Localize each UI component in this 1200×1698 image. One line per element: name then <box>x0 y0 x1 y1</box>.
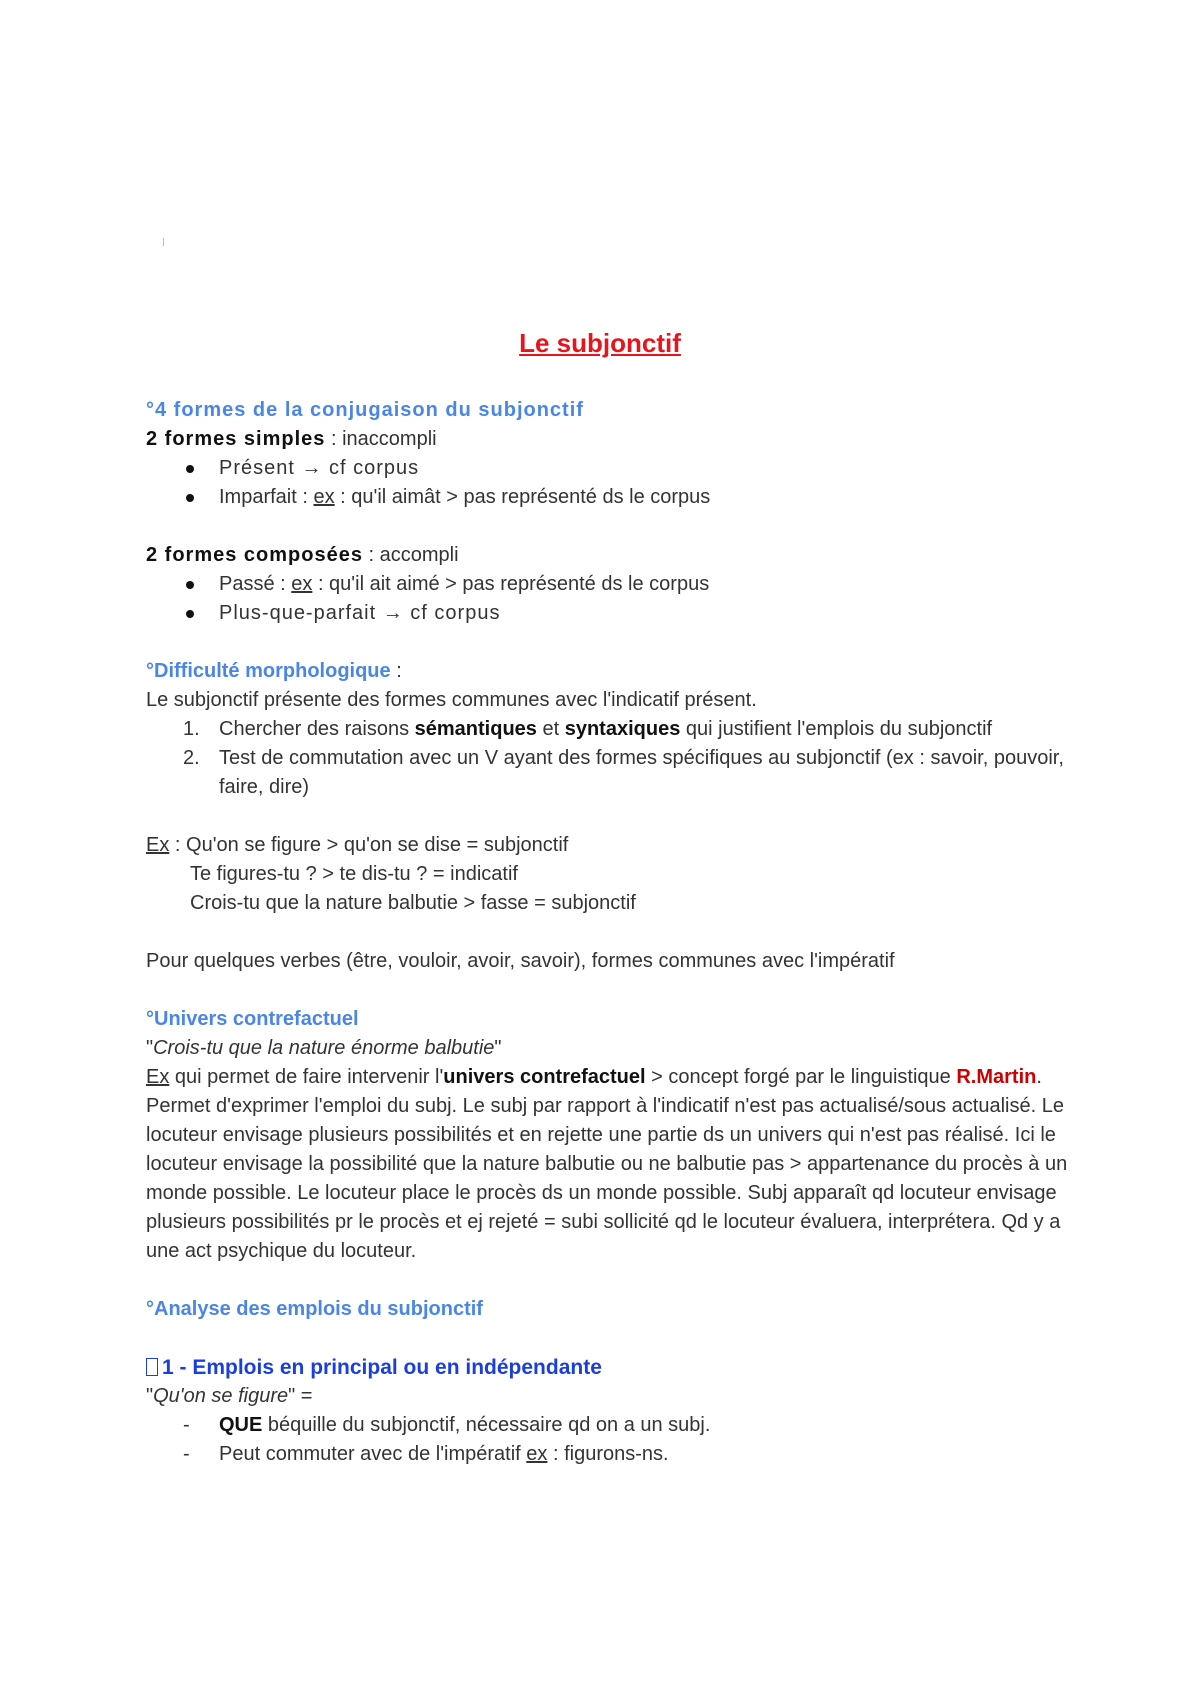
dash-item: - Peut commuter avec de l'impératif ex : figurons-ns. <box>183 1443 669 1465</box>
bullet-icon <box>186 610 194 618</box>
simple-forms-label: 2 formes simples <box>146 428 326 450</box>
list-item: Plus-que-parfait → cf corpus <box>146 599 1076 628</box>
example-line: Te figures-tu ? > te dis-tu ? = indicatif <box>190 863 518 885</box>
section-heading-difficulte: °Difficulté morphologique : <box>146 660 402 682</box>
list-item: Passé : ex : qu'il ait aimé > pas représenté ds le corpus <box>146 570 1076 599</box>
checkbox-glyph-icon <box>146 1358 158 1376</box>
section-heading-formes: °4 formes de la conjugaison du subjonctif <box>146 399 584 421</box>
example-line: Crois-tu que la nature balbutie > fasse = subjonctif <box>190 892 636 914</box>
quote-line: "Qu'on se figure" = <box>146 1385 313 1407</box>
composed-forms-label: 2 formes composées <box>146 544 363 566</box>
page-title: Le subjonctif <box>519 328 681 358</box>
composed-forms-rest: : accompli <box>362 544 459 566</box>
composed-forms-line <box>146 541 1076 570</box>
list-item: Imparfait : ex : qu'il aimât > pas représenté ds le corpus <box>146 483 1076 512</box>
document-body <box>146 396 1076 1469</box>
sub-heading: 1 - Emplois en principal ou en indépendante <box>146 1353 1076 1382</box>
section-heading-analyse: °Analyse des emplois du subjonctif <box>146 1298 483 1320</box>
simple-forms-line <box>146 425 1076 454</box>
paragraph: Ex qui permet de faire intervenir l'univers contrefactuel > concept forgé par le linguistique R.Martin. Permet d'exprimer l'emploi du subj. Le subj par rapport à l'indicatif n'est pas actualisé/sous actualisé. Le locuteur envisage plusieurs possibilités et en rejette une partie ds un univers qui n'est pas réalisé. Ici le locuteur envisage la possibilité que la nature balbutie ou ne balbutie pas > appartenance du procès à un monde possible. Le locuteur place le procès ds un monde possible. Subj apparaît qd locuteur envisage plusieurs possibilités pr le procès et ej rejeté = subi sollicité qd le locuteur évaluera, interprétera. Qd y a une act psychique du locuteur. <box>146 1066 1068 1262</box>
quote-line: "Crois-tu que la nature énorme balbutie" <box>146 1037 502 1059</box>
bullet-icon <box>186 581 194 589</box>
example-line: Ex : Qu'on se figure > qu'on se dise = subjonctif <box>146 834 569 856</box>
numbered-item: 2. Test de commutation avec un V ayant des formes spécifiques au subjonctif (ex : savoir, pouvoir, faire, dire) <box>183 747 1064 798</box>
bullet-icon <box>186 465 194 473</box>
simple-forms-rest: : inaccompli <box>325 428 437 450</box>
numbered-item: 1. Chercher des raisons sémantiques et syntaxiques qui justifient l'emplois du subjonctif <box>183 718 993 740</box>
list-item: Présent → cf corpus <box>146 454 1076 483</box>
paragraph: Le subjonctif présente des formes communes avec l'indicatif présent. <box>146 689 757 711</box>
dash-item: - QUE béquille du subjonctif, nécessaire qd on a un subj. <box>183 1414 711 1436</box>
paragraph: Pour quelques verbes (être, vouloir, avoir, savoir), formes communes avec l'impératif <box>146 950 895 972</box>
author-name: R.Martin <box>956 1066 1037 1088</box>
page-mark <box>163 238 164 246</box>
section-heading-univers: °Univers contrefactuel <box>146 1008 359 1030</box>
bullet-icon <box>186 494 194 502</box>
